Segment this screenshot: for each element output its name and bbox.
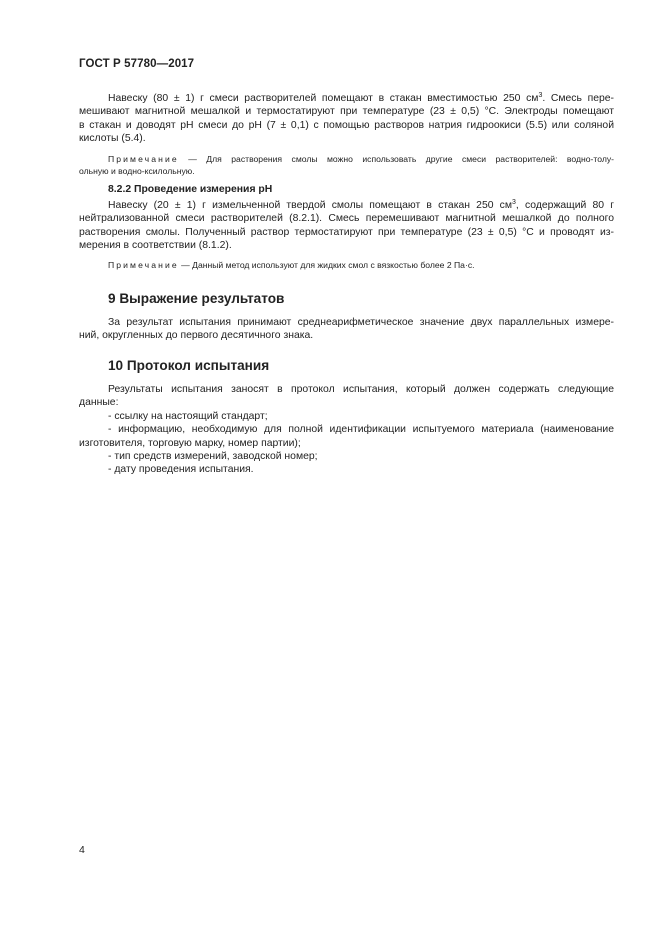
text-line	[79, 153, 614, 165]
paragraph-results	[79, 316, 614, 343]
text-line: Результаты испытания заносят в протокол испытания, который должен содержать следующие	[108, 384, 614, 395]
paragraph-ph-measurement	[79, 199, 614, 253]
document-header: ГОСТ Р 57780—2017	[79, 58, 195, 70]
text-line	[79, 92, 614, 105]
section-title-10: 10 Протокол испытания	[108, 358, 270, 373]
text-span: — Данный метод используют для жидких смол с вязкостью более 2 Па·с.	[178, 260, 475, 270]
text-span: . Смесь пере-	[542, 93, 614, 104]
list-item: - информацию, необходимую для полной идентификации испытуемого материала (наименование	[108, 424, 614, 436]
paragraph-protocol	[79, 383, 614, 477]
text-line	[79, 199, 614, 212]
text-span: Навеску (80 ± 1) г смеси растворителей помещают в стакан вместимостью 250 см	[108, 93, 539, 104]
superscript: 3	[538, 92, 543, 99]
list-item: - тип средств измерений, заводской номер;	[108, 451, 318, 463]
superscript: 3	[512, 199, 516, 206]
page-number: 4	[79, 844, 85, 856]
note-label: Примечание	[108, 260, 179, 270]
text-line: За результат испытания принимают среднеарифметическое значение двух параллельных измере-	[108, 317, 614, 328]
text-line: в стакан и доводят pH смеси до pH (7 ± 0,1) с помощью растворов натрия гидроокиси (5.5) или соляной	[79, 119, 614, 131]
text-span: — Для растворения смолы можно использовать другие смеси растворителей: водно-толу-	[178, 154, 614, 164]
text-line	[79, 259, 614, 271]
note-label: Примечание	[108, 154, 179, 164]
text-span: Навеску (20 ± 1) г измельченной твердой смолы помещают в стакан 250 см	[108, 200, 513, 211]
text-line: ний, округленных до первого десятичного знака.	[79, 330, 314, 342]
text-span: , содержащий 80 г	[515, 200, 615, 211]
note-method	[79, 259, 614, 271]
list-item: - дату проведения испытания.	[108, 464, 254, 476]
text-line: мерения в соответствии (8.1.2).	[79, 240, 232, 252]
text-line: ольную и водно-ксилольную.	[79, 166, 195, 176]
text-line: мешивают магнитной мешалкой и термостатируют при температуре (23 ± 0,5) °С. Электроды помещают	[79, 106, 614, 118]
subsection-title-8-2-2: 8.2.2 Проведение измерения pH	[108, 184, 273, 195]
section-title-9: 9 Выражение результатов	[108, 291, 285, 306]
text-line: нейтрализованной смеси растворителей (8.2.1). Смесь перемешивают магнитной мешалкой до полного	[79, 213, 614, 225]
text-line: растворения смолы. Полученный раствор термостатируют при температуре (23 ± 0,5) °С и проводят из-	[79, 226, 614, 238]
note-solvents	[79, 153, 614, 177]
text-line: данные:	[79, 397, 119, 409]
list-item-continuation: изготовителя, торговую марку, номер партии);	[79, 437, 301, 449]
paragraph-solvent-sample	[79, 92, 614, 146]
text-line: кислоты (5.4).	[79, 133, 146, 145]
list-item: - ссылку на настоящий стандарт;	[108, 410, 268, 422]
